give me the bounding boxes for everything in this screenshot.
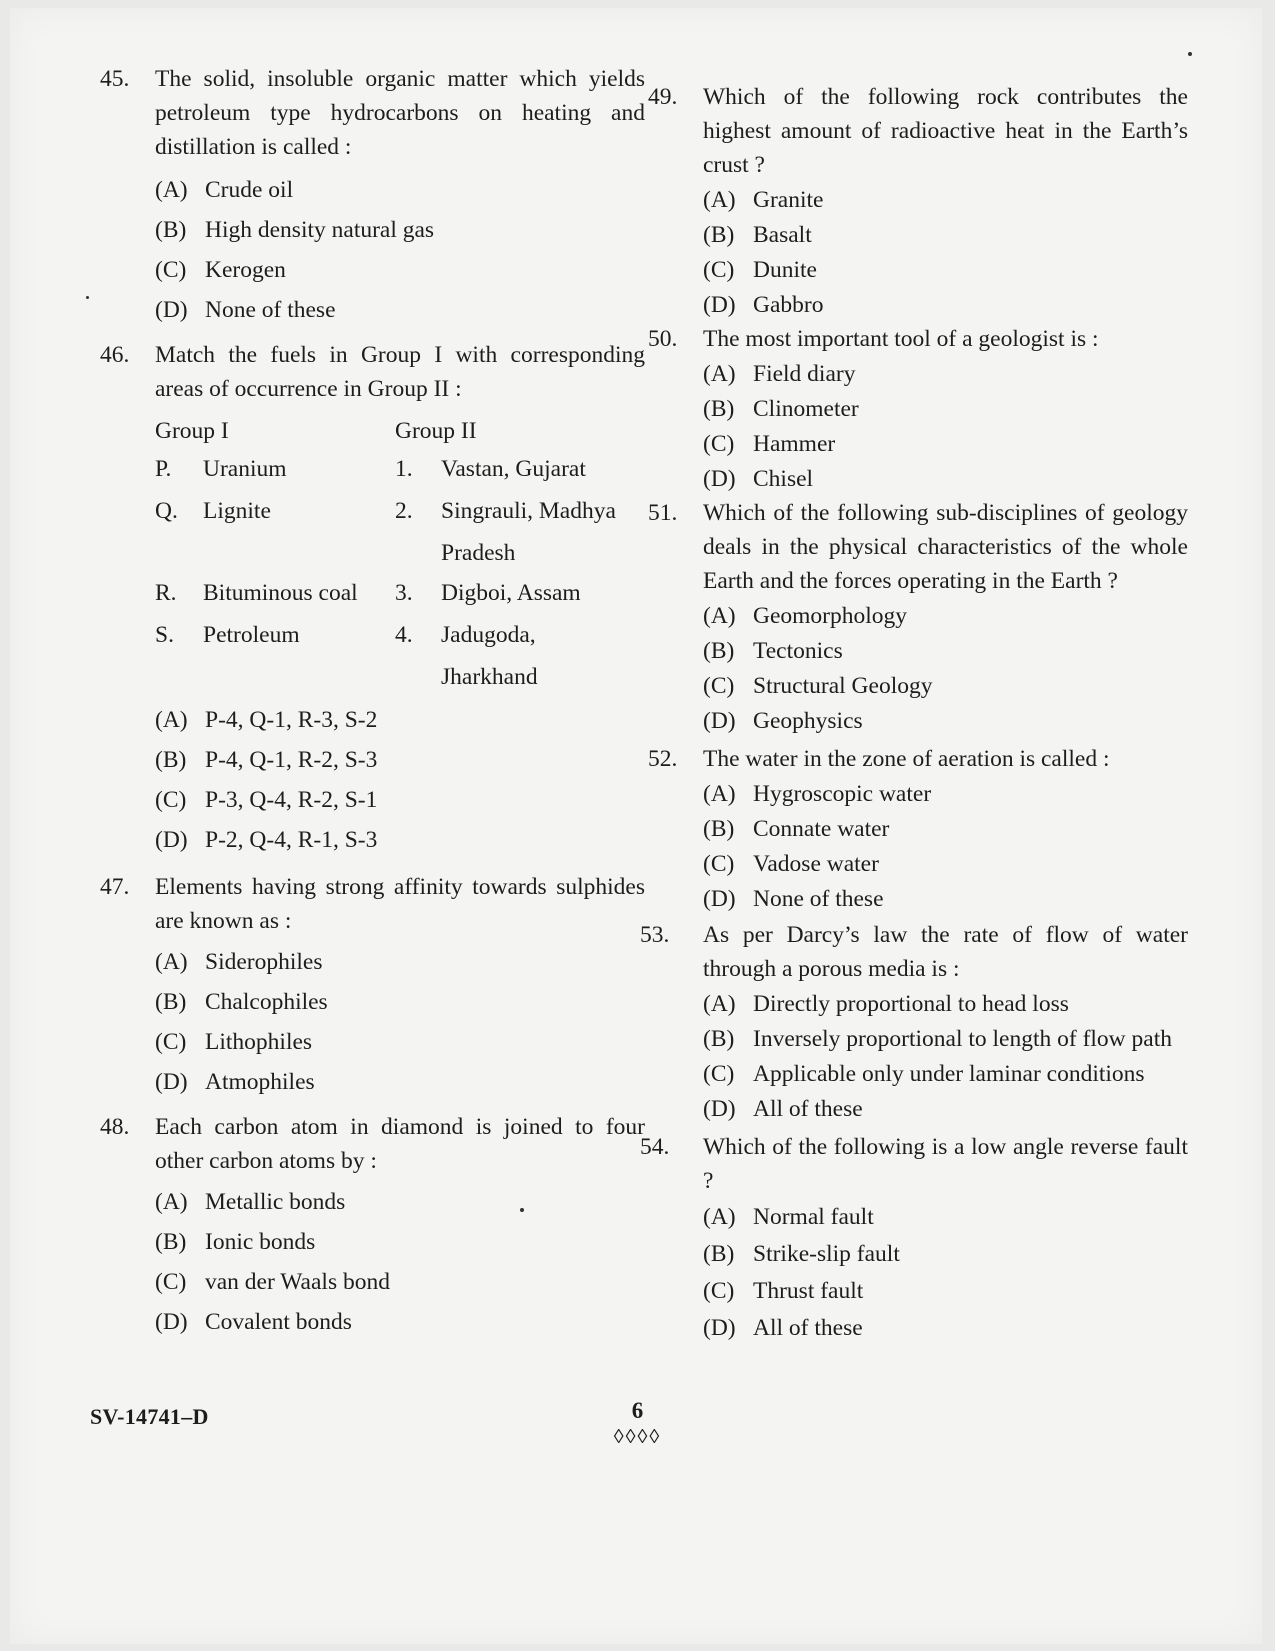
options-list bbox=[703, 986, 1188, 1126]
option-label: (B) bbox=[155, 217, 187, 243]
option-label: (A) bbox=[155, 707, 188, 733]
options-list bbox=[703, 182, 1188, 322]
group-1-header: Group I bbox=[155, 418, 229, 444]
question-number: 52. bbox=[648, 746, 678, 772]
option-text: van der Waals bond bbox=[205, 1269, 390, 1295]
place-number: 3. bbox=[395, 580, 413, 606]
option-label: (C) bbox=[155, 257, 187, 283]
option-d[interactable] bbox=[155, 820, 645, 860]
option-a[interactable] bbox=[703, 182, 1188, 217]
option-text: P-3, Q-4, R-2, S-1 bbox=[205, 787, 378, 813]
option-label: (B) bbox=[155, 747, 187, 773]
fuel-name: Bituminous coal bbox=[203, 580, 358, 606]
option-text: Chisel bbox=[753, 465, 814, 492]
option-label: (C) bbox=[703, 430, 735, 457]
option-label: (C) bbox=[703, 672, 735, 699]
question-50 bbox=[648, 322, 1188, 496]
option-label: (B) bbox=[155, 1229, 187, 1255]
option-d[interactable] bbox=[703, 881, 1188, 916]
option-label: (C) bbox=[703, 850, 735, 877]
option-text: Kerogen bbox=[205, 257, 286, 283]
question-46 bbox=[100, 338, 645, 860]
option-text: Geophysics bbox=[753, 707, 863, 734]
option-d[interactable] bbox=[703, 703, 1188, 738]
row-key: S. bbox=[155, 622, 174, 648]
question-number: 50. bbox=[648, 326, 678, 352]
option-a[interactable] bbox=[155, 1182, 645, 1222]
option-text: Basalt bbox=[753, 221, 812, 248]
question-51 bbox=[648, 496, 1188, 738]
option-text: Covalent bonds bbox=[205, 1309, 352, 1335]
match-row bbox=[155, 618, 645, 700]
question-number: 53. bbox=[640, 922, 670, 948]
option-label: (C) bbox=[703, 256, 735, 283]
option-label: (A) bbox=[155, 949, 188, 975]
option-text: Crude oil bbox=[205, 177, 294, 203]
option-c[interactable] bbox=[155, 780, 645, 820]
option-label: (D) bbox=[155, 827, 188, 853]
option-label: (B) bbox=[703, 395, 735, 422]
question-text: The solid, insoluble organic matter which yields petroleum type hydrocarbons on heating and distillation is called : bbox=[155, 66, 645, 160]
option-a[interactable] bbox=[155, 700, 645, 740]
option-text: Atmophiles bbox=[205, 1069, 315, 1095]
place-name: Singrauli, Madhya Pradesh bbox=[441, 498, 616, 566]
option-b[interactable] bbox=[703, 1021, 1188, 1056]
option-label: (B) bbox=[703, 1240, 735, 1267]
option-label: (B) bbox=[703, 221, 735, 248]
option-label: (C) bbox=[155, 1269, 187, 1295]
option-label: (B) bbox=[703, 815, 735, 842]
options-list bbox=[155, 1182, 645, 1342]
question-54 bbox=[640, 1130, 1188, 1346]
option-a[interactable] bbox=[155, 942, 645, 982]
question-number: 49. bbox=[648, 84, 678, 110]
option-label: (D) bbox=[155, 1309, 188, 1335]
option-text: Connate water bbox=[753, 815, 890, 842]
option-b[interactable] bbox=[703, 391, 1188, 426]
option-text: Vadose water bbox=[753, 850, 879, 877]
option-b[interactable] bbox=[155, 740, 645, 780]
page-number: 6 bbox=[631, 1398, 644, 1423]
match-table-header bbox=[155, 410, 645, 452]
question-48 bbox=[100, 1110, 645, 1342]
option-text: None of these bbox=[753, 885, 884, 912]
scan-speck bbox=[86, 296, 89, 299]
options-list bbox=[155, 942, 645, 1102]
option-label: (D) bbox=[703, 1095, 736, 1122]
option-label: (D) bbox=[703, 707, 736, 734]
option-c[interactable] bbox=[703, 1056, 1188, 1091]
option-a[interactable] bbox=[155, 170, 645, 210]
option-a[interactable] bbox=[703, 356, 1188, 391]
place-number: 2. bbox=[395, 498, 413, 524]
option-b[interactable] bbox=[703, 217, 1188, 252]
option-c[interactable] bbox=[703, 668, 1188, 703]
option-label: (A) bbox=[703, 602, 736, 629]
fuel-name: Lignite bbox=[203, 498, 271, 524]
option-b[interactable] bbox=[703, 633, 1188, 668]
place-name: Vastan, Gujarat bbox=[441, 456, 586, 482]
option-label: (C) bbox=[155, 787, 187, 813]
option-label: (A) bbox=[703, 1203, 736, 1230]
fuel-name: Petroleum bbox=[203, 622, 300, 648]
option-text: Thrust fault bbox=[753, 1277, 864, 1304]
option-d[interactable] bbox=[703, 1091, 1188, 1126]
option-label: (A) bbox=[703, 780, 736, 807]
scan-speck bbox=[1188, 52, 1192, 56]
row-key: Q. bbox=[155, 498, 178, 524]
question-47 bbox=[100, 870, 645, 1102]
option-text: Geomorphology bbox=[753, 602, 908, 629]
option-d[interactable] bbox=[155, 290, 645, 330]
options-list bbox=[155, 170, 645, 330]
option-text: None of these bbox=[205, 297, 336, 323]
option-b[interactable] bbox=[703, 811, 1188, 846]
place-number: 1. bbox=[395, 456, 413, 482]
option-text: Tectonics bbox=[753, 637, 843, 664]
option-text: Hammer bbox=[753, 430, 836, 457]
option-d[interactable] bbox=[155, 1062, 645, 1102]
option-label: (D) bbox=[703, 465, 736, 492]
match-row bbox=[155, 494, 645, 576]
question-text: Which of the following is a low angle reverse fault ? bbox=[703, 1134, 1188, 1194]
option-text: Hygroscopic water bbox=[753, 780, 932, 807]
question-text: Match the fuels in Group I with corresponding areas of occurrence in Group II : bbox=[155, 342, 645, 402]
option-text: Inversely proportional to length of flow path bbox=[753, 1025, 1172, 1052]
option-text: P-4, Q-1, R-3, S-2 bbox=[205, 707, 378, 733]
option-label: (A) bbox=[155, 1189, 188, 1215]
option-text: Directly proportional to head loss bbox=[753, 990, 1069, 1017]
option-label: (A) bbox=[703, 186, 736, 213]
option-c[interactable] bbox=[155, 1262, 645, 1302]
match-table bbox=[155, 410, 645, 700]
option-d[interactable] bbox=[703, 287, 1188, 322]
option-b[interactable] bbox=[703, 1235, 1188, 1272]
options-list bbox=[703, 598, 1188, 738]
option-text: Applicable only under laminar conditions bbox=[753, 1060, 1145, 1087]
option-a[interactable] bbox=[703, 598, 1188, 633]
question-text: Elements having strong affinity towards sulphides are known as : bbox=[155, 874, 645, 934]
option-label: (D) bbox=[155, 297, 188, 323]
option-label: (B) bbox=[703, 1025, 735, 1052]
option-text: Siderophiles bbox=[205, 949, 323, 975]
option-b[interactable] bbox=[155, 210, 645, 250]
option-c[interactable] bbox=[703, 1272, 1188, 1309]
option-text: Granite bbox=[753, 186, 824, 213]
option-text: P-4, Q-1, R-2, S-3 bbox=[205, 747, 378, 773]
option-text: Field diary bbox=[753, 360, 856, 387]
options-list bbox=[155, 700, 645, 860]
match-row bbox=[155, 576, 645, 618]
option-label: (C) bbox=[703, 1060, 735, 1087]
question-number: 46. bbox=[100, 342, 130, 368]
option-d[interactable] bbox=[703, 461, 1188, 496]
option-c[interactable] bbox=[155, 250, 645, 290]
option-label: (A) bbox=[155, 177, 188, 203]
question-number: 48. bbox=[100, 1114, 130, 1140]
question-53 bbox=[640, 918, 1188, 1126]
options-list bbox=[703, 776, 1188, 916]
option-a[interactable] bbox=[703, 986, 1188, 1021]
question-text: Which of the following sub-disciplines of geology deals in the physical characteristics of the whole Earth and the forces operating in the Earth ? bbox=[703, 500, 1188, 594]
option-label: (D) bbox=[155, 1069, 188, 1095]
group-2-header: Group II bbox=[395, 418, 477, 444]
place-name: Digboi, Assam bbox=[441, 580, 581, 606]
question-text: As per Darcy’s law the rate of flow of water through a porous media is : bbox=[703, 922, 1188, 982]
options-list bbox=[703, 1198, 1188, 1346]
option-label: (D) bbox=[703, 885, 736, 912]
question-number: 47. bbox=[100, 874, 130, 900]
option-text: Gabbro bbox=[753, 291, 824, 318]
option-text: All of these bbox=[753, 1314, 863, 1341]
option-a[interactable] bbox=[703, 776, 1188, 811]
row-key: P. bbox=[155, 456, 172, 482]
option-c[interactable] bbox=[703, 252, 1188, 287]
option-text: Normal fault bbox=[753, 1203, 874, 1230]
option-text: Metallic bonds bbox=[205, 1189, 346, 1215]
option-text: Clinometer bbox=[753, 395, 859, 422]
option-text: All of these bbox=[753, 1095, 863, 1122]
option-a[interactable] bbox=[703, 1198, 1188, 1235]
option-label: (B) bbox=[155, 989, 187, 1015]
place-name: Jadugoda, Jharkhand bbox=[441, 622, 538, 690]
question-text: The most important tool of a geologist is : bbox=[703, 326, 1099, 352]
paper-code: SV-14741–D bbox=[90, 1404, 209, 1429]
fuel-name: Uranium bbox=[203, 456, 287, 482]
option-c[interactable] bbox=[703, 846, 1188, 881]
question-49 bbox=[648, 80, 1188, 322]
option-text: Chalcophiles bbox=[205, 989, 328, 1015]
option-label: (C) bbox=[703, 1277, 735, 1304]
options-list bbox=[703, 356, 1188, 496]
option-label: (A) bbox=[703, 360, 736, 387]
option-label: (D) bbox=[703, 291, 736, 318]
question-text: The water in the zone of aeration is called : bbox=[703, 746, 1110, 772]
option-text: Structural Geology bbox=[753, 672, 933, 699]
question-45 bbox=[100, 62, 645, 330]
diamond-ornament-icon: ◊◊◊◊ bbox=[613, 1426, 662, 1448]
option-text: Lithophiles bbox=[205, 1029, 313, 1055]
question-text: Each carbon atom in diamond is joined to four other carbon atoms by : bbox=[155, 1114, 645, 1174]
question-number: 45. bbox=[100, 66, 130, 92]
question-number: 51. bbox=[648, 500, 678, 526]
option-text: Strike-slip fault bbox=[753, 1240, 900, 1267]
question-52 bbox=[648, 742, 1188, 916]
option-d[interactable] bbox=[703, 1309, 1188, 1346]
option-b[interactable] bbox=[155, 1222, 645, 1262]
option-text: High density natural gas bbox=[205, 217, 435, 243]
option-c[interactable] bbox=[155, 1022, 645, 1062]
question-text: Which of the following rock contributes the highest amount of radioactive heat in the Earth’s crust ? bbox=[703, 84, 1188, 178]
option-text: Ionic bonds bbox=[205, 1229, 316, 1255]
option-label: (D) bbox=[703, 1314, 736, 1341]
option-label: (C) bbox=[155, 1029, 187, 1055]
option-b[interactable] bbox=[155, 982, 645, 1022]
option-text: Dunite bbox=[753, 256, 817, 283]
option-c[interactable] bbox=[703, 426, 1188, 461]
option-d[interactable] bbox=[155, 1302, 645, 1342]
row-key: R. bbox=[155, 580, 177, 606]
option-text: P-2, Q-4, R-1, S-3 bbox=[205, 827, 378, 853]
option-label: (B) bbox=[703, 637, 735, 664]
place-number: 4. bbox=[395, 622, 413, 648]
question-number: 54. bbox=[640, 1134, 670, 1160]
option-label: (A) bbox=[703, 990, 736, 1017]
match-row bbox=[155, 452, 645, 494]
